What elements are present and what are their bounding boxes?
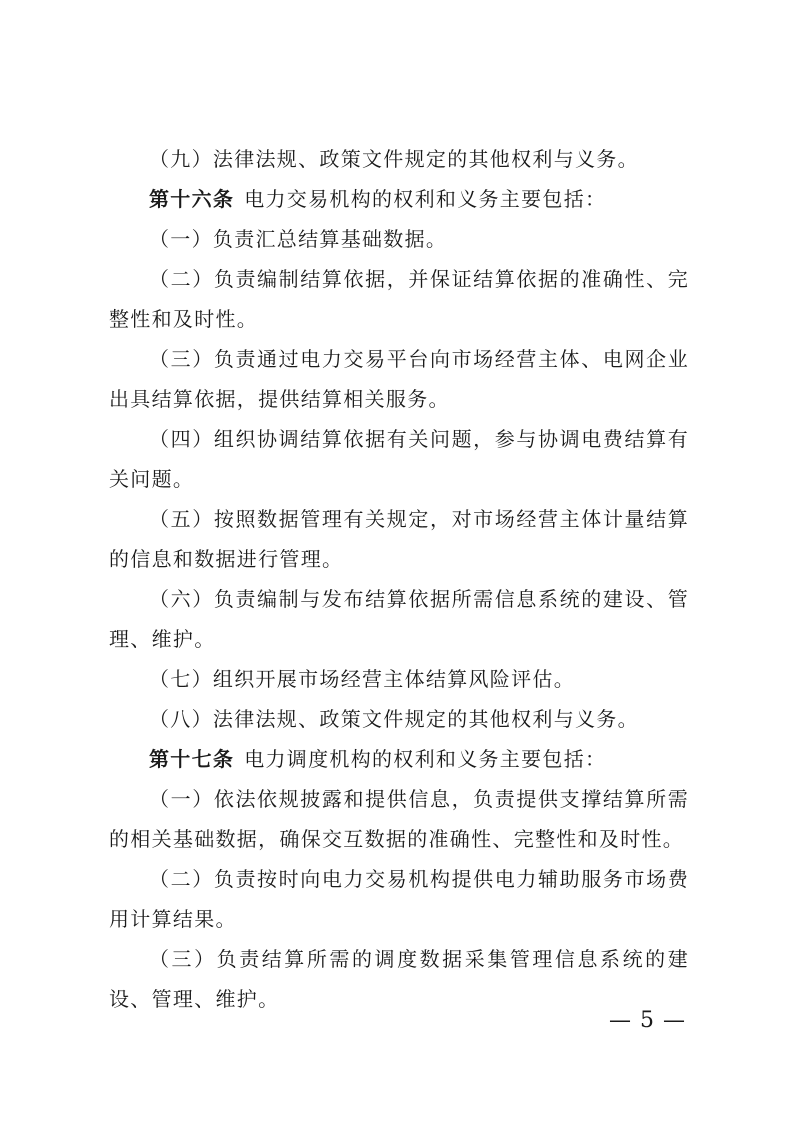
article-16-item-6: （六）负责编制与发布结算依据所需信息系统的建设、管理、维护。 <box>109 587 689 651</box>
article-16-text: 电力交易机构的权利和义务主要包括： <box>244 187 607 211</box>
article-16-item-5: （五）按照数据管理有关规定，对市场经营主体计量结算的信息和数据进行管理。 <box>109 507 689 571</box>
article-16 <box>109 179 689 219</box>
article-16-item-4: （四）组织协调结算依据有关问题，参与协调电费结算有关问题。 <box>109 427 689 491</box>
article-17-item-1: （一）依法依规披露和提供信息，负责提供支撑结算所需的相关基础数据，确保交互数据的准确性、完整性和及时性。 <box>109 787 689 851</box>
article-17-heading: 第十七条 <box>149 747 235 771</box>
article-16-item-2: （二）负责编制结算依据，并保证结算依据的准确性、完整性和及时性。 <box>109 267 689 331</box>
article-16-item-8: （八）法律法规、政策文件规定的其他权利与义务。 <box>149 707 639 731</box>
article-16-item-3: （三）负责通过电力交易平台向市场经营主体、电网企业出具结算依据，提供结算相关服务。 <box>109 347 689 411</box>
article-17 <box>109 739 689 779</box>
article-17-item-2: （二）负责按时向电力交易机构提供电力辅助服务市场费用计算结果。 <box>109 867 689 931</box>
article-17-text: 电力调度机构的权利和义务主要包括： <box>244 747 607 771</box>
article-16-item-1: （一）负责汇总结算基础数据。 <box>149 227 448 251</box>
document-body <box>109 139 689 1019</box>
page-number: — 5 — <box>609 1008 686 1033</box>
paragraph-9-other-rights: （九）法律法规、政策文件规定的其他权利与义务。 <box>149 147 639 171</box>
article-17-item-3: （三）负责结算所需的调度数据采集管理信息系统的建设、管理、维护。 <box>109 947 689 1011</box>
article-16-heading: 第十六条 <box>149 187 235 211</box>
article-16-item-7: （七）组织开展市场经营主体结算风险评估。 <box>149 667 575 691</box>
